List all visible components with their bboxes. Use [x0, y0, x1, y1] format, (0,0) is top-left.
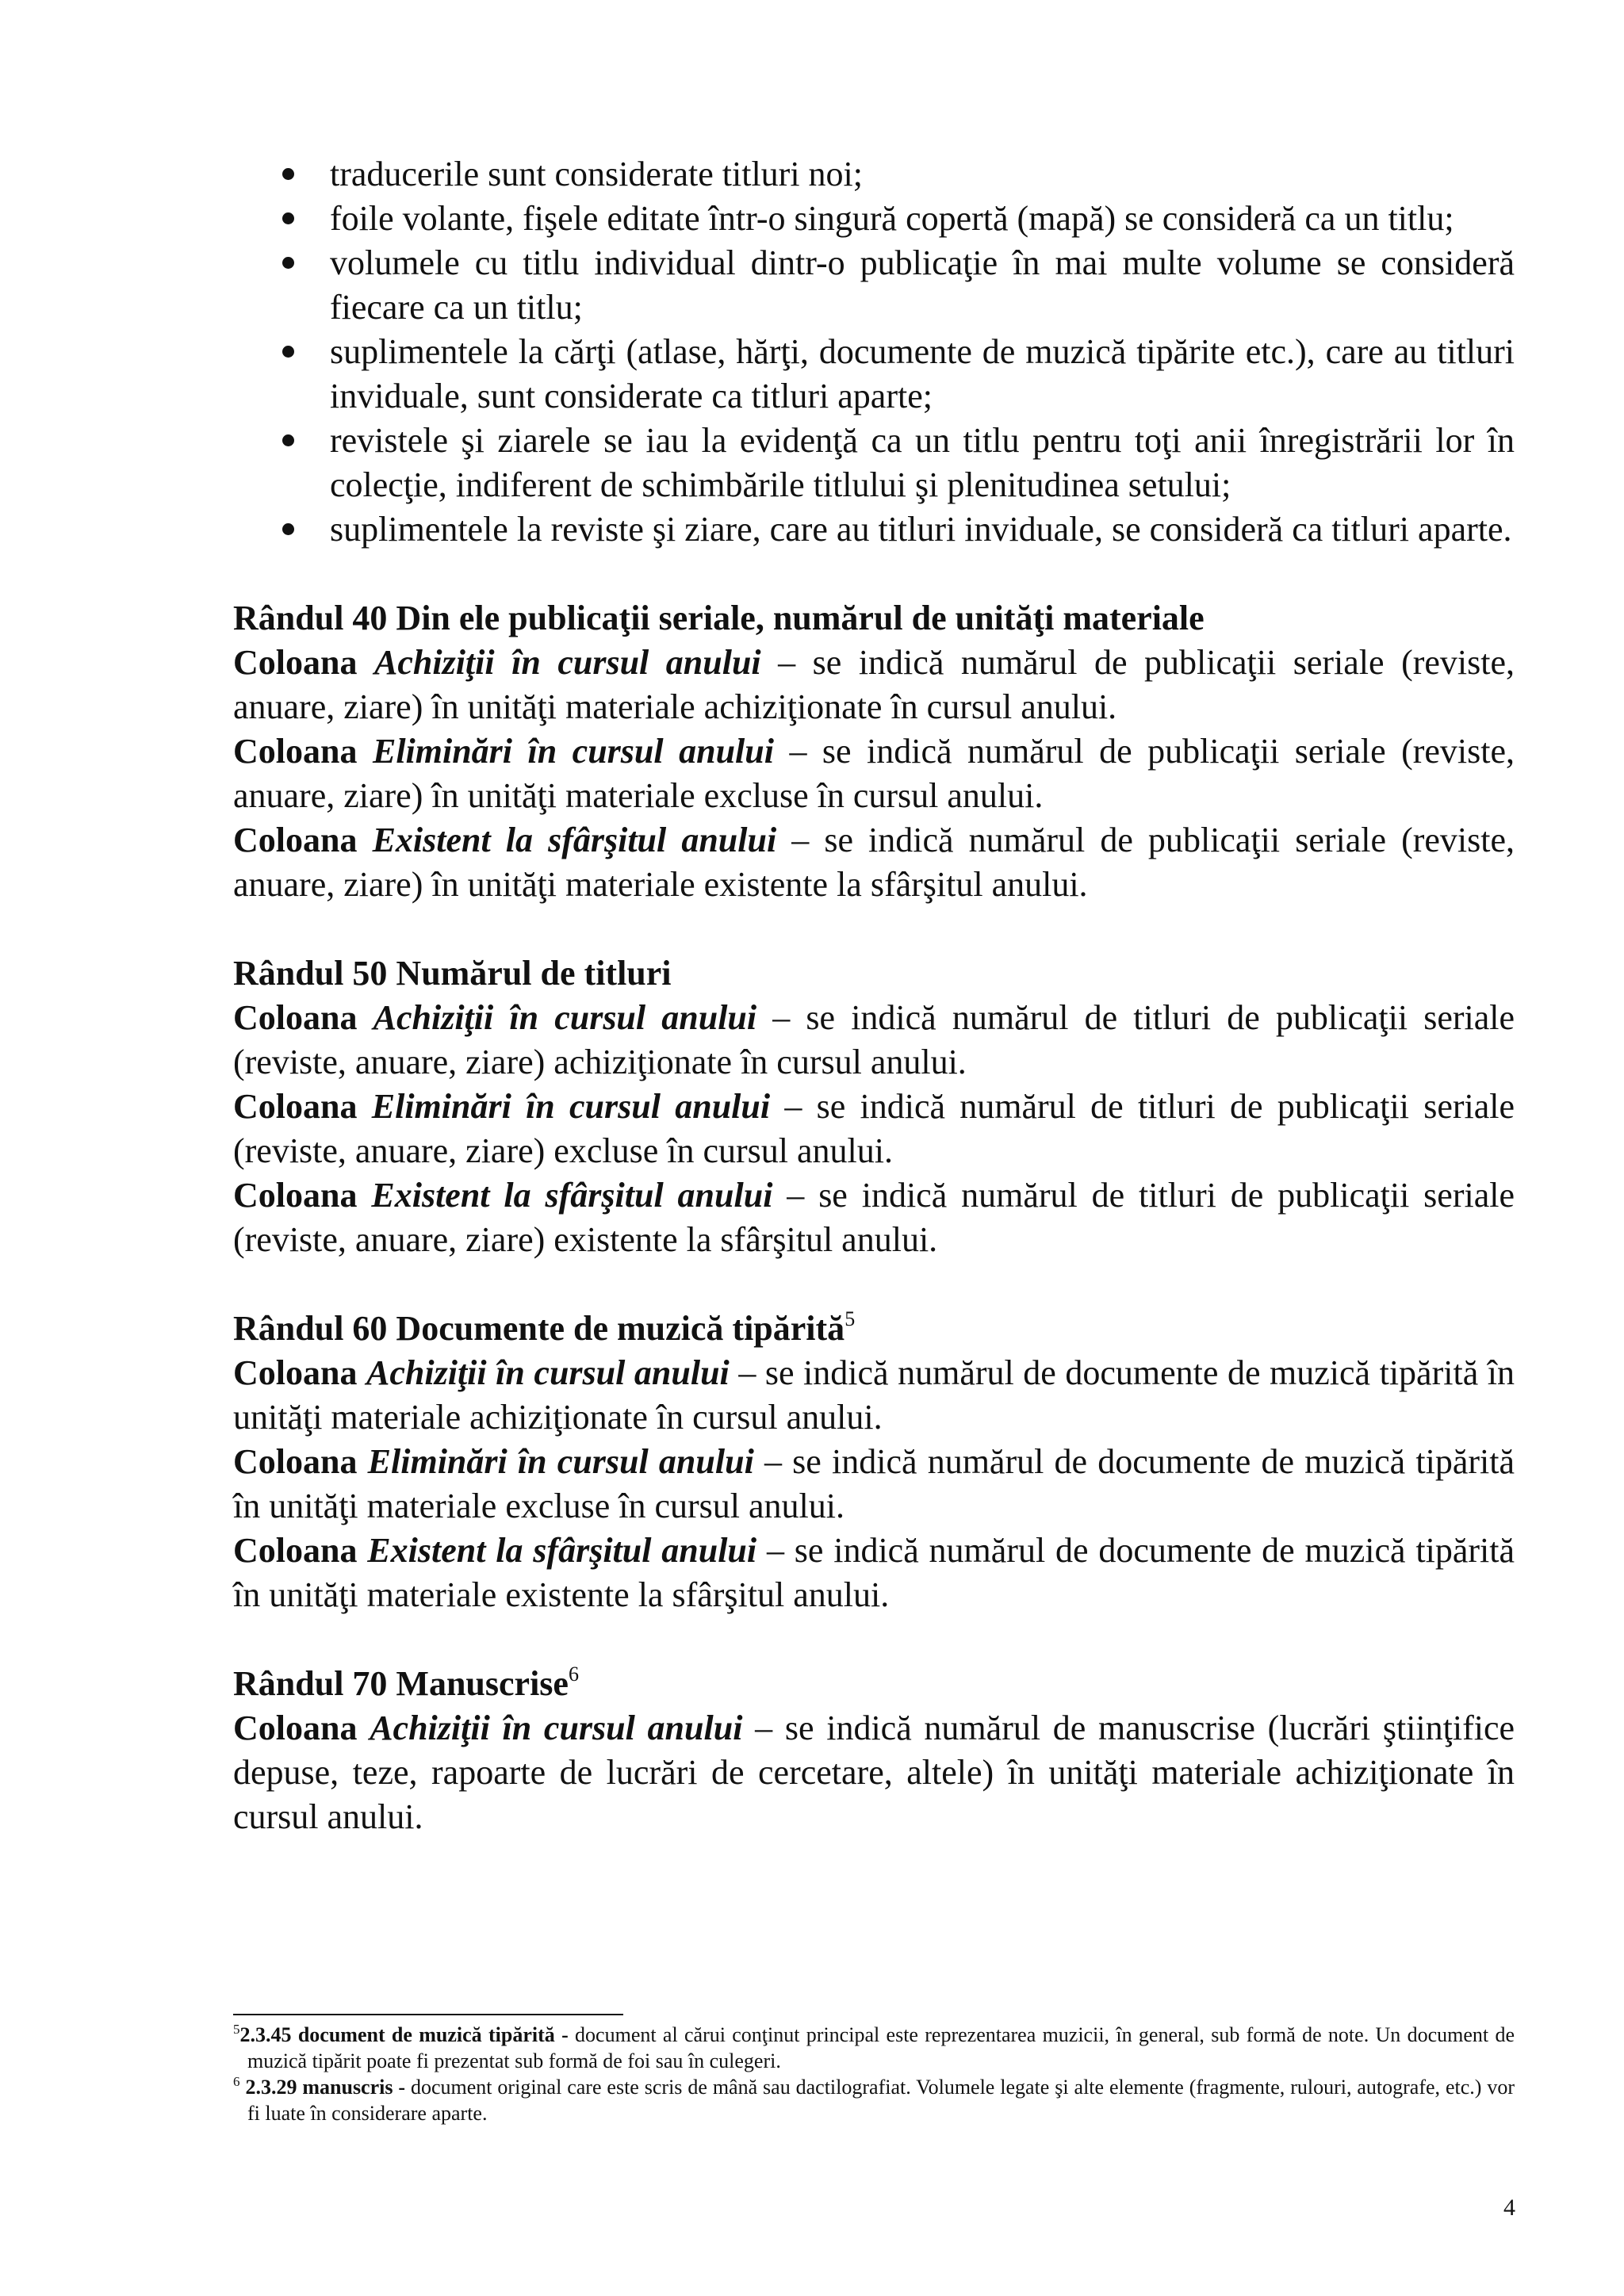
list-item-text: foile volante, fişele editate într-o singură copertă (mapă) se consideră ca un titlu; [330, 199, 1454, 238]
footnote-term: 2.3.29 manuscris - [245, 2076, 406, 2099]
section-heading [233, 596, 1515, 641]
bullet-icon [282, 168, 294, 180]
footnote-term: 2.3.45 document de muzică tipărită - [239, 2023, 569, 2046]
column-name: Existent la sfârşitul anului [372, 821, 777, 859]
list-item [233, 419, 1515, 507]
column-name: Existent la sfârşitul anului [371, 1176, 773, 1215]
page-body [233, 152, 1515, 1839]
column-description: – se indică numărul de titluri de publicaţii seriale (reviste, anuare, ziare) achiziţionate în cursul anului. [233, 998, 1515, 1081]
column-name: Eliminări în cursul anului [367, 1442, 754, 1481]
footnote [233, 2074, 1515, 2126]
column-label: Coloana [233, 821, 358, 859]
column-name: Achiziţii în cursul anului [366, 1353, 730, 1392]
column-description: – se indică numărul de publicaţii seriale (reviste, anuare, ziare) în unităţi materiale achiziţionate în cursul anului. [233, 643, 1515, 726]
section-row-60 [233, 1307, 1515, 1617]
list-item-text: traducerile sunt considerate titluri noi; [330, 155, 864, 193]
section-heading [233, 951, 1515, 996]
column-label: Coloana [233, 1442, 358, 1481]
footnote-mark: 5 [233, 2022, 240, 2037]
footnote-reference[interactable]: 5 [845, 1307, 856, 1330]
column-description: – se indică numărul de titluri de publicaţii seriale (reviste, anuare, ziare) existente la sfârşitul anului. [233, 1176, 1515, 1259]
section-title: Rândul 60 Documente de muzică tipărită [233, 1309, 845, 1348]
column-label: Coloana [233, 1176, 358, 1215]
column-label: Coloana [233, 643, 358, 682]
section-heading [233, 1662, 1515, 1706]
column-label: Coloana [233, 1709, 358, 1747]
bullet-icon [282, 434, 294, 446]
bullet-icon [282, 346, 294, 358]
column-paragraph [233, 1085, 1515, 1173]
section-heading [233, 1307, 1515, 1351]
bullet-list [233, 152, 1515, 552]
column-label: Coloana [233, 1087, 358, 1126]
column-name: Achiziţii în cursul anului [374, 643, 761, 682]
column-label: Coloana [233, 998, 358, 1037]
column-label: Coloana [233, 1531, 358, 1570]
column-paragraph [233, 1351, 1515, 1440]
section-title: Rândul 70 Manuscrise [233, 1664, 569, 1703]
column-paragraph [233, 641, 1515, 729]
column-paragraph [233, 996, 1515, 1085]
footnote-reference[interactable]: 6 [568, 1663, 579, 1686]
section-row-50 [233, 951, 1515, 1262]
footnote-text: document al cărui conţinut principal este reprezentarea muzicii, în general, sub formă de note. Un document de muzică tipărit poate fi prezentat sub formă de foi sau în culegeri. [247, 2023, 1515, 2072]
column-name: Eliminări în cursul anului [372, 732, 774, 771]
column-description: – se indică numărul de titluri de publicaţii seriale (reviste, anuare, ziare) excluse în cursul anului. [233, 1087, 1515, 1170]
page-number: 4 [1503, 2195, 1515, 2221]
list-item-text: suplimentele la cărţi (atlase, hărţi, documente de muzică tipărite etc.), care au titluri inviduale, sunt considerate ca titluri aparte; [330, 332, 1515, 415]
list-item [233, 152, 1515, 197]
footnote-text: document original care este scris de mână sau dactilografiat. Volumele legate şi alte elemente (fragmente, rulouri, autografe, etc.) vor fi luate în considerare aparte. [247, 2076, 1515, 2125]
column-description: – se indică numărul de publicaţii seriale (reviste, anuare, ziare) în unităţi materiale excluse în cursul anului. [233, 732, 1515, 815]
footnotes [233, 2014, 1515, 2126]
column-label: Coloana [233, 1353, 358, 1392]
column-paragraph [233, 1529, 1515, 1617]
section-row-70 [233, 1662, 1515, 1839]
list-item-text: volumele cu titlu individual dintr-o publicaţie în mai multe volume se consideră fiecare ca un titlu; [330, 243, 1515, 327]
column-paragraph [233, 1173, 1515, 1262]
column-name: Achiziţii în cursul anului [370, 1709, 743, 1747]
column-description: – se indică numărul de manuscrise (lucrări ştiinţifice depuse, teze, rapoarte de lucrări de cercetare, altele) în unităţi materiale achiziţionate în cursul anului. [233, 1709, 1515, 1836]
bullet-icon [282, 257, 294, 269]
column-description: – se indică numărul de documente de muzică tipărită în unităţi materiale existente la sfârşitul anului. [233, 1531, 1515, 1614]
column-name: Achiziţii în cursul anului [373, 998, 757, 1037]
column-name: Eliminări în cursul anului [371, 1087, 771, 1126]
footnote [233, 2022, 1515, 2074]
column-description: – se indică numărul de documente de muzică tipărită în unităţi materiale excluse în cursul anului. [233, 1442, 1515, 1525]
column-label: Coloana [233, 732, 358, 771]
list-item [233, 197, 1515, 241]
bullet-icon [282, 212, 294, 224]
footnote-mark: 6 [233, 2074, 240, 2089]
section-title: Rândul 40 Din ele publicaţii seriale, numărul de unităţi materiale [233, 599, 1205, 637]
column-description: – se indică numărul de documente de muzică tipărită în unităţi materiale achiziţionate în cursul anului. [233, 1353, 1515, 1437]
column-description: – se indică numărul de publicaţii seriale (reviste, anuare, ziare) în unităţi materiale existente la sfârşitul anului. [233, 821, 1515, 904]
list-item [233, 241, 1515, 330]
list-item-text: suplimentele la reviste şi ziare, care au titluri inviduale, se consideră ca titluri aparte. [330, 510, 1512, 549]
section-title: Rândul 50 Numărul de titluri [233, 954, 672, 993]
bullet-icon [282, 523, 294, 535]
section-row-40 [233, 596, 1515, 907]
column-name: Existent la sfârşitul anului [367, 1531, 757, 1570]
column-paragraph [233, 818, 1515, 907]
column-paragraph [233, 1440, 1515, 1529]
footnote-divider [233, 2014, 623, 2015]
list-item-text: revistele şi ziarele se iau la evidenţă ca un titlu pentru toţi anii înregistrării lor în colecţie, indiferent de schimbările titlului şi plenitudinea setului; [330, 421, 1515, 504]
column-paragraph [233, 729, 1515, 818]
column-paragraph [233, 1706, 1515, 1839]
list-item [233, 507, 1515, 552]
list-item [233, 330, 1515, 419]
